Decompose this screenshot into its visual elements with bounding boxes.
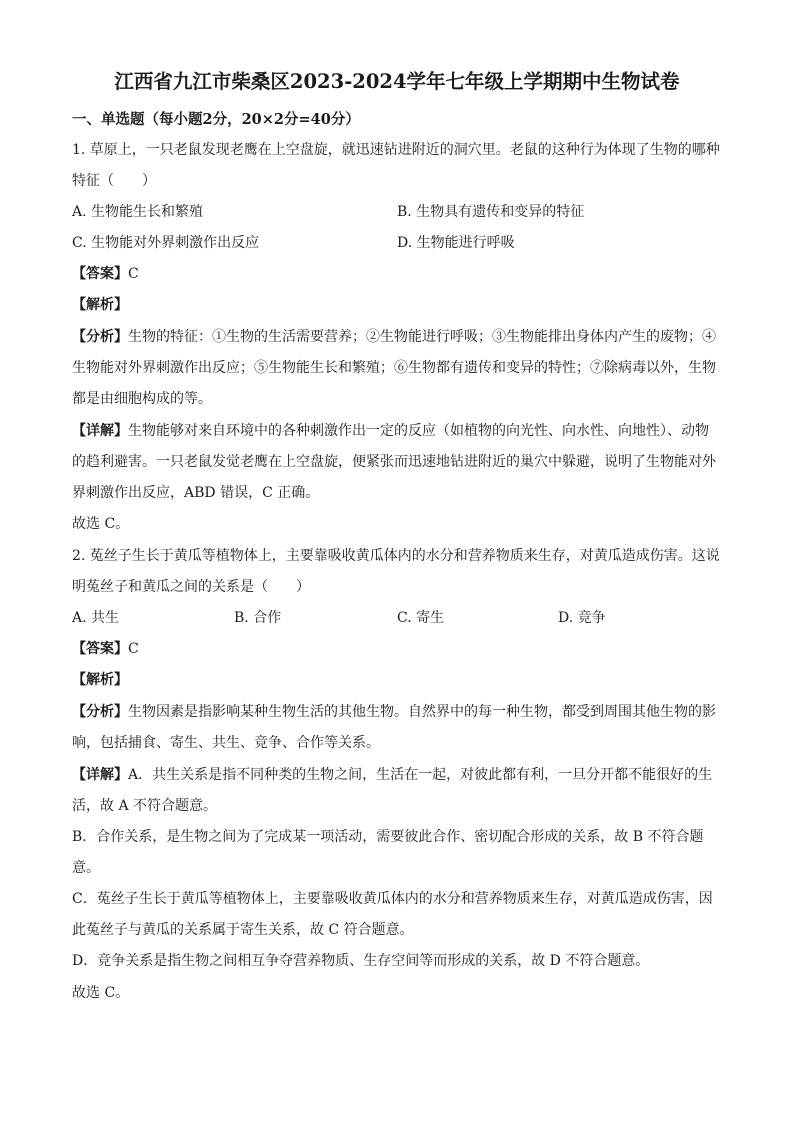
q1-xiangjie-line-1 [72,421,709,441]
q2-xiangjie-c-line-1: C．菟丝子生长于黄瓜等植物体上，主要靠吸收黄瓜体内的水分和营养物质来生存，对黄瓜造成伤害，因 [72,891,713,907]
q2-xiangjie-tag: 【详解】 [72,767,128,783]
q1-analysis-tag: 【解析】 [72,297,128,313]
q1-fenxi-text-1: 生物的特征：①生物的生活需要营养；②生物能进行呼吸；③生物能排出身体内产生的废物；④ [128,329,716,345]
q1-option-a: A. 生物能生长和繁殖 [72,204,204,220]
q1-conclusion: 故选 C。 [72,516,130,532]
q2-option-a: A. 共生 [72,610,120,626]
q2-xiangjie-b-line-2: 意。 [72,860,100,876]
q1-option-b: B. 生物具有遗传和变异的特征 [397,204,585,220]
q1-xiangjie-line-3: 界刺激作出反应，ABD 错误，C 正确。 [72,485,320,501]
q1-fenxi-line-3: 都是由细胞构成的等。 [72,391,212,407]
q2-option-b: B. 合作 [234,610,282,626]
q1-fenxi-tag: 【分析】 [72,329,128,345]
q2-xiangjie-d-line-1: D．竞争关系是指生物之间相互争夺营养物质、生存空间等而形成的关系，故 D 不符合题意。 [72,953,650,969]
q2-xiangjie-b-line-1: B．合作关系，是生物之间为了完成某一项活动，需要彼此合作、密切配合形成的关系，故 B 不符合题 [72,829,704,845]
page-title: 江西省九江市柴桑区2023-2024学年七年级上学期期中生物试卷 [114,70,680,93]
q2-stem-line-2: 明菟丝子和黄瓜之间的关系是（ ） [72,579,310,595]
q1-answer-line [72,264,139,284]
q2-answer-value: C [128,641,139,657]
q2-conclusion: 故选 C。 [72,985,130,1001]
q2-option-c: C. 寄生 [397,610,445,626]
q1-fenxi-line-1 [72,327,716,347]
q1-option-c: C. 生物能对外界刺激作出反应 [72,235,260,251]
q2-xiangjie-a-text-1: A．共生关系是指不同种类的生物之间，生活在一起，对彼此都有利，一旦分开都不能很好的生 [128,767,713,783]
q1-answer-value: C [128,266,139,282]
section-heading: 一、单选题（每小题2分，20×2分=40分） [72,111,360,128]
q2-option-d: D. 竞争 [558,610,606,626]
q1-xiangjie-line-2: 的趋利避害。一只老鼠发觉老鹰在上空盘旋，便紧张而迅速地钻进附近的巢穴中躲避，说明了生物能对外 [72,454,716,470]
q1-xiangjie-text-1: 生物能够对来自环境中的各种刺激作出一定的反应（如植物的向光性、向水性、向地性）、动物 [128,423,709,439]
q2-fenxi-text-1: 生物因素是指影响某种生物生活的其他生物。自然界中的每一种生物，都受到周围其他生物的影 [128,704,716,720]
q2-answer-line [72,639,139,659]
q2-xiangjie-a-line-2: 活，故 A 不符合题意。 [72,798,218,814]
q1-stem-line-1: 1. 草原上，一只老鼠发现老鹰在上空盘旋，就迅速钻进附近的洞穴里。老鼠的这种行为体现了生物的哪种 [72,142,720,158]
q2-fenxi-line-2: 响，包括捕食、寄生、共生、竞争、合作等关系。 [72,735,380,751]
q2-fenxi-tag: 【分析】 [72,704,128,720]
q2-stem-line-1: 2. 菟丝子生长于黄瓜等植物体上，主要靠吸收黄瓜体内的水分和营养物质来生存，对黄瓜造成伤害。这说 [72,548,720,564]
q2-answer-tag: 【答案】 [72,641,128,657]
q1-xiangjie-tag: 【详解】 [72,423,128,439]
q2-fenxi-line-1 [72,702,716,722]
q1-stem-line-2: 特征（ ） [72,173,156,189]
q1-answer-tag: 【答案】 [72,266,128,282]
q1-fenxi-line-2: 生物能对外界刺激作出反应；⑤生物能生长和繁殖；⑥生物都有遗传和变异的特性；⑦除病毒以外，生物 [72,360,716,376]
q2-analysis-tag: 【解析】 [72,672,128,688]
q2-xiangjie-c-line-2: 此菟丝子与黄瓜的关系属于寄生关系，故 C 符合题意。 [72,922,414,938]
q2-xiangjie-a-line-1 [72,765,712,785]
q1-option-d: D. 生物能进行呼吸 [397,235,515,251]
